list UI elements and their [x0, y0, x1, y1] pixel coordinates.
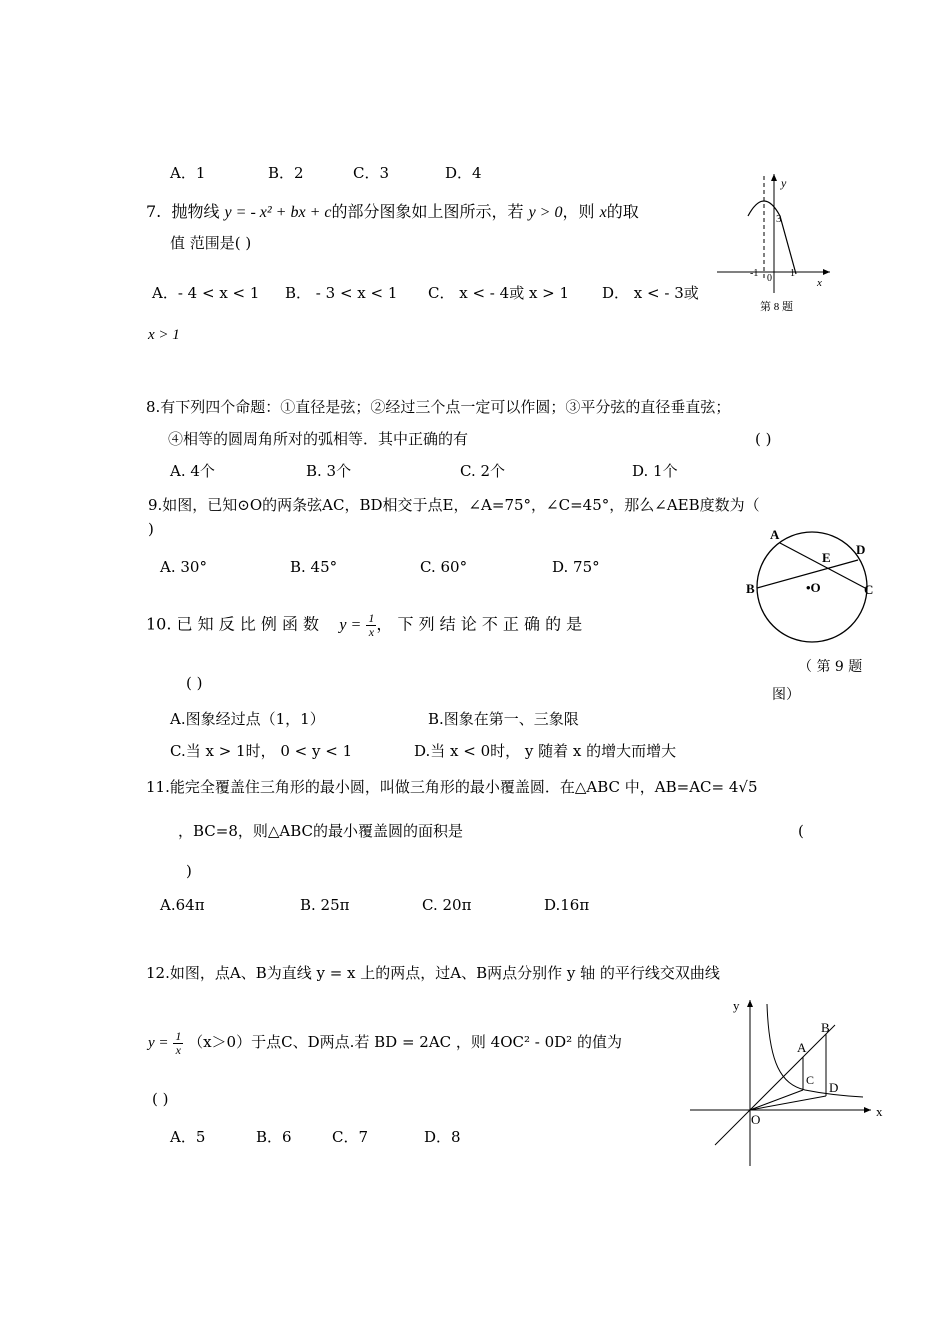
fig9-label-b: B: [746, 581, 755, 596]
q11-option-d: D.16π: [544, 896, 590, 914]
x-axis-arrow-icon: [823, 269, 830, 275]
q8-option-d: D. 1个: [632, 462, 678, 480]
fig9-label-o: •O: [806, 580, 821, 595]
q12-line1: 12.如图，点A、B为直线 y = x 上的两点，过A、B两点分别作 y 轴 的平行线交双曲线: [146, 964, 720, 982]
fig8-zero-label: 0: [767, 273, 772, 284]
q11-option-b: B. 25π: [300, 896, 350, 914]
x-axis-arrow-icon: [864, 1107, 871, 1113]
fig8-minus-one-label: -1: [750, 268, 759, 279]
q9-option-c: C. 60°: [420, 558, 468, 576]
fig12-label-c: C: [806, 1073, 815, 1087]
y-axis-arrow-icon: [747, 1000, 753, 1007]
q12-line2: y = $\frac{1}{x}$ （x＞0）于点C、D两点.若 BD = 2AC ，则 4OC² - 0D² 的值为: [148, 1029, 622, 1057]
q8-paren: ( ): [755, 430, 772, 448]
q10-option-a: A.图象经过点（1，1）: [170, 710, 325, 728]
fig9-label-c: C: [864, 582, 874, 597]
hyperbola-figure: [685, 994, 895, 1172]
q7-option-a: A．- 4 < x < 1: [152, 284, 260, 302]
q11-line2: ，BC=8，则△ABC的最小覆盖圆的面积是: [178, 822, 464, 840]
q10-option-c: C.当 x > 1时， 0 < y < 1: [170, 742, 353, 760]
q12-option-c: C．7: [332, 1128, 369, 1146]
q10-line1: 10. 已 知 反 比 例 函 数 y = $\frac{1}{x}$ ， 下 列 结 论 不 正 确 的 是: [146, 611, 583, 639]
fig9-label-a: A: [770, 527, 780, 542]
line-y-equals-x: [715, 1025, 835, 1145]
fig12-label-d: D: [829, 1080, 839, 1095]
q7-equation: y = - x² + bx + c: [224, 204, 332, 221]
q12-option-d: D．8: [424, 1128, 461, 1146]
fig9-caption-line1: （ 第 9 题: [798, 659, 863, 675]
q7-line1: 7. 抛物线 y = - x² + bx + c的部分图象如上图所示，若 y > 0，则 x的取: [146, 202, 639, 221]
parabola-figure: [712, 168, 842, 318]
fig12-label-b: B: [821, 1020, 830, 1035]
parabola-curve: [748, 201, 796, 274]
q8-line2: ④相等的圆周角所对的弧相等．其中正确的有: [168, 430, 469, 448]
fig8-y-label: y: [781, 176, 787, 190]
q6-option-b: B．2: [268, 164, 304, 182]
circle-figure: [742, 522, 882, 650]
q11-paren-close: ): [186, 862, 192, 880]
fig8-three-label: 3: [776, 213, 782, 225]
q7-option-d-cont: x > 1: [148, 327, 180, 343]
fig12-label-o: O: [751, 1112, 761, 1127]
fig8-x-label: x: [817, 277, 822, 289]
q6-option-d: D．4: [445, 164, 482, 182]
q11-option-a: A.64π: [160, 896, 205, 914]
q11-paren-open: (: [798, 822, 804, 840]
q7-option-b: B． - 3 < x < 1: [285, 284, 398, 302]
q8-line1: 8.有下列四个命题：①直径是弦；②经过三个点一定可以作圆；③平分弦的直径垂直弦；: [146, 398, 731, 416]
y-axis-arrow-icon: [771, 174, 777, 181]
q8-option-a: A. 4个: [170, 462, 215, 480]
q7-number: 7.: [146, 202, 162, 221]
segment-oc: [750, 1090, 803, 1110]
fig12-x-label: x: [876, 1104, 883, 1119]
q9-option-a: A. 30°: [160, 558, 207, 576]
q9-option-b: B. 45°: [290, 558, 338, 576]
q7-line2: 值 范围是( ): [170, 234, 252, 252]
q8-option-b: B. 3个: [306, 462, 352, 480]
q10-option-b: B.图象在第一、三象限: [428, 710, 579, 728]
q12-paren: ( ): [152, 1090, 169, 1108]
q7-option-c: C． x < - 4或 x > 1: [428, 284, 570, 302]
q9-line2: ): [148, 520, 154, 538]
q10-paren: ( ): [186, 674, 203, 692]
fig12-label-a: A: [797, 1040, 807, 1055]
hyperbola-curve: [767, 1004, 863, 1097]
q8-option-c: C. 2个: [460, 462, 506, 480]
q7-condition: y > 0: [528, 204, 563, 221]
q12-option-a: A．5: [170, 1128, 206, 1146]
fig9-label-e: E: [822, 550, 831, 565]
q12-fraction: $\frac{1}{x}$: [175, 1029, 182, 1057]
q10-fraction: $\frac{1}{x}$: [368, 611, 375, 639]
q11-line1: 11.能完全覆盖住三角形的最小圆，叫做三角形的最小覆盖圆．在△ABC 中，AB=AC= 4√5: [146, 778, 758, 796]
q10-option-d: D.当 x < 0时， y 随着 x 的增大而增大: [414, 742, 677, 760]
fig12-y-label: y: [733, 998, 740, 1013]
q11-option-c: C. 20π: [422, 896, 472, 914]
q6-option-c: C．3: [353, 164, 390, 182]
q9-line1: 9.如图，已知⊙O的两条弦AC，BD相交于点E，∠A=75°，∠C=45°，那么∠AEB度数为（: [148, 496, 760, 514]
q7-option-d: D． x < - 3或: [602, 284, 699, 302]
fig9-caption-line2: 图）: [772, 687, 800, 703]
q12-option-b: B．6: [256, 1128, 292, 1146]
fig8-caption: 第 8 题: [760, 301, 793, 313]
q9-option-d: D. 75°: [552, 558, 600, 576]
q6-option-a: A．1: [170, 164, 206, 182]
fig8-one-label: 1: [790, 268, 795, 279]
fig9-label-d: D: [856, 542, 866, 557]
